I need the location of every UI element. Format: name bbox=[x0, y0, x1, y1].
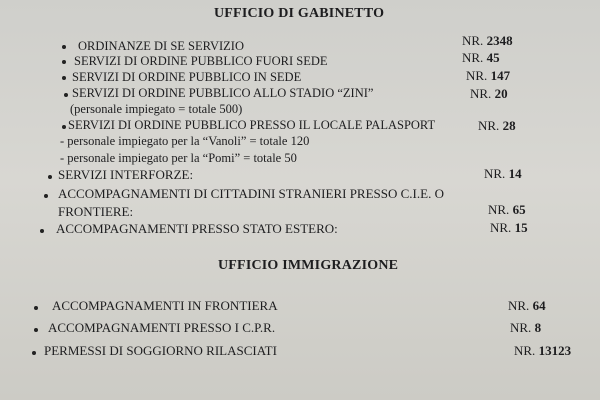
item-text: ORDINANZE DI SE SERVIZIO bbox=[78, 39, 244, 53]
item-count-label: NR. bbox=[510, 320, 532, 335]
bullet bbox=[34, 306, 38, 310]
item-count bbox=[466, 68, 510, 83]
item-count bbox=[510, 320, 541, 335]
item-count-value: 147 bbox=[490, 68, 511, 83]
item-note: - personale impiegato per la “Vanoli” = totale 120 bbox=[60, 134, 310, 148]
item-count-label: NR. bbox=[508, 298, 530, 313]
item-count-value: 20 bbox=[494, 86, 508, 101]
item-count bbox=[478, 118, 516, 133]
item-text: ACCOMPAGNAMENTI DI CITTADINI STRANIERI PRESSO C.I.E. O bbox=[58, 186, 444, 201]
item-count bbox=[484, 166, 522, 181]
bullet bbox=[62, 76, 66, 80]
item-text: SERVIZI INTERFORZE: bbox=[58, 167, 194, 182]
item-count-label: NR. bbox=[466, 68, 488, 83]
item-count-label: NR. bbox=[478, 118, 500, 133]
item-count-label: NR. bbox=[490, 220, 512, 235]
item-count bbox=[508, 298, 546, 313]
item-text: ACCOMPAGNAMENTI IN FRONTIERA bbox=[52, 298, 278, 313]
item-count bbox=[514, 343, 571, 358]
bullet bbox=[48, 175, 52, 179]
bullet bbox=[62, 60, 66, 64]
item-text: ACCOMPAGNAMENTI PRESSO I C.P.R. bbox=[48, 320, 276, 335]
item-text: SERVIZI DI ORDINE PUBBLICO FUORI SEDE bbox=[74, 54, 328, 68]
item-count-value: 8 bbox=[534, 320, 542, 335]
bullet bbox=[40, 229, 44, 233]
item-count-value: 28 bbox=[502, 118, 516, 133]
item-text: SERVIZI DI ORDINE PUBBLICO PRESSO IL LOCALE PALASPORT bbox=[68, 118, 436, 132]
item-count-label: NR. bbox=[470, 86, 492, 101]
item-count-value: 15 bbox=[514, 220, 528, 235]
item-count-value: 45 bbox=[486, 50, 500, 65]
item-count-value: 64 bbox=[532, 298, 546, 313]
item-count-value: 2348 bbox=[486, 33, 513, 48]
item-count bbox=[490, 220, 528, 235]
section-title-immigrazione: UFFICIO IMMIGRAZIONE bbox=[218, 258, 399, 273]
item-note: - personale impiegato per la “Pomi” = totale 50 bbox=[60, 151, 297, 165]
bullet bbox=[62, 45, 66, 49]
bullet bbox=[44, 194, 48, 198]
bullet bbox=[34, 328, 38, 332]
item-count-label: NR. bbox=[488, 202, 510, 217]
item-count-label: NR. bbox=[462, 50, 484, 65]
item-note: (personale impiegato = totale 500) bbox=[70, 102, 243, 116]
item-count-label: NR. bbox=[462, 33, 484, 48]
bullet bbox=[64, 93, 68, 97]
item-text: SERVIZI DI ORDINE PUBBLICO IN SEDE bbox=[72, 70, 302, 84]
item-count bbox=[462, 50, 500, 65]
item-text: SERVIZI DI ORDINE PUBBLICO ALLO STADIO “ZINI” bbox=[72, 86, 374, 100]
item-count bbox=[462, 33, 513, 48]
item-text: ACCOMPAGNAMENTI PRESSO STATO ESTERO: bbox=[56, 221, 338, 236]
item-count-value: 14 bbox=[508, 166, 522, 181]
item-text: PERMESSI DI SOGGIORNO RILASCIATI bbox=[44, 343, 277, 358]
section-title-gabinetto: UFFICIO DI GABINETTO bbox=[214, 6, 385, 21]
item-count bbox=[488, 202, 526, 217]
item-count-label: NR. bbox=[514, 343, 536, 358]
item-count-label: NR. bbox=[484, 166, 506, 181]
item-text-continued: FRONTIERE: bbox=[58, 204, 134, 219]
bullet bbox=[62, 125, 66, 129]
bullet bbox=[32, 351, 36, 355]
item-count bbox=[470, 86, 508, 101]
item-count-value: 65 bbox=[512, 202, 526, 217]
item-count-value: 13123 bbox=[538, 343, 572, 358]
